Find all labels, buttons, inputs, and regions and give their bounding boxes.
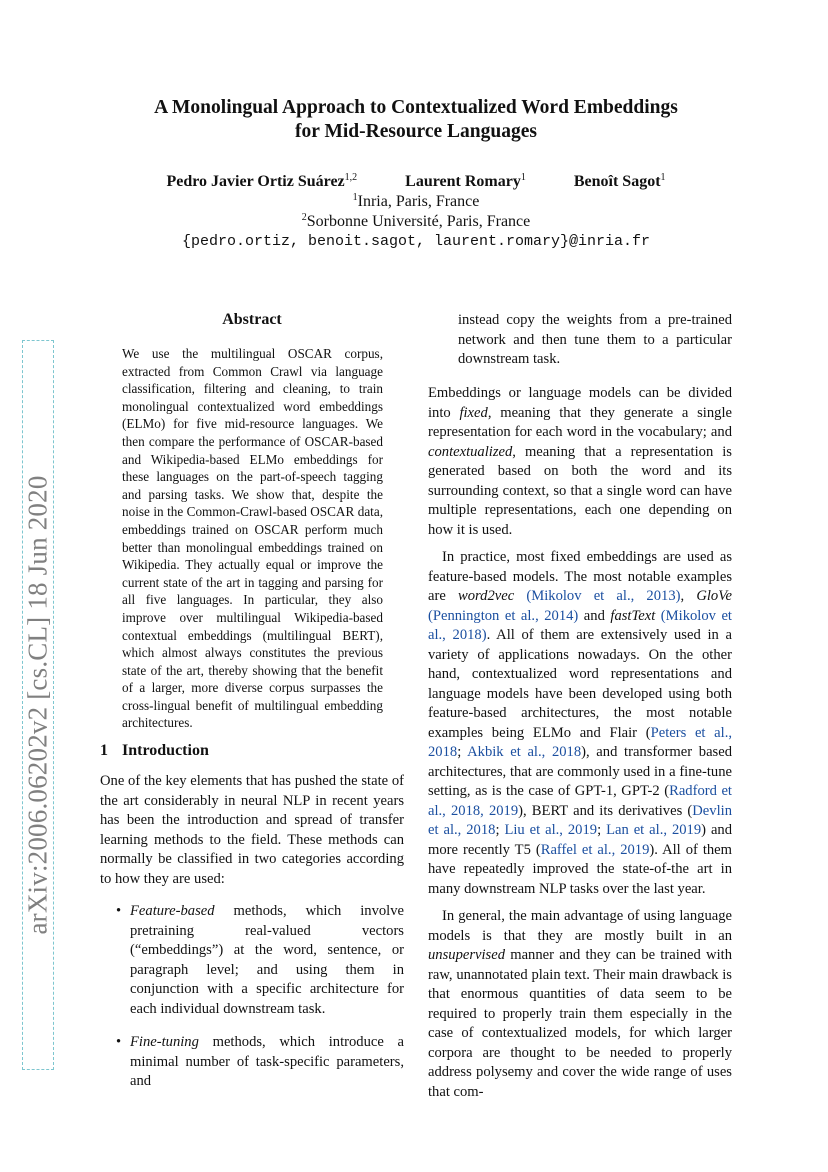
paragraph-advantage: In general, the main advantage of using language models is that they are mostly built in an unsupervised manner and they can be trained with raw, unannotated plain text. Their main drawback is that enormous quantities of data seem to be required to properly train them especially in the case of contextualized models, for which larger corpora are thought to be needed to properly address polysemy and cover the wide range of uses that com-	[428, 908, 732, 1100]
citation-link[interactable]: Liu et al., 2019	[504, 822, 598, 838]
arxiv-id: arXiv:2006.06202v2 [cs.CL] 18 Jun 2020	[22, 475, 53, 935]
author-list	[100, 172, 732, 191]
paper-title	[100, 96, 732, 144]
right-column	[428, 384, 732, 1110]
section-heading-introduction	[100, 742, 209, 760]
section-number: 1	[100, 742, 108, 759]
arxiv-stamp	[22, 340, 54, 1070]
title-line-2: for Mid-Resource Languages	[295, 121, 537, 142]
bullet-icon: •	[116, 903, 122, 919]
author-1: Pedro Javier Ortiz Suárez$^{1,2}$	[166, 172, 358, 190]
citation-link[interactable]: Peters et al., 2018	[428, 724, 733, 760]
abstract-heading: Abstract	[222, 311, 282, 328]
paragraph-practice: In practice, most fixed embeddings are used as feature-based models. The most notable examples are word2vec (Mikolov et al., 2013), GloVe (Pennington et al., 2014) and fastText (Mikolov et al., 2018). All of them are extensively used in a variety of applications nowadays. On the other hand, contextualized word representations and language models have been developed using both feature-based architectures, the most notable examples being ELMo and Flair (Peters et al., 2018; Akbik et al., 2018), and transformer based architectures, that are commonly used in a fine-tune setting, as is the case of GPT-1, GPT-2 (Radford et al., 2018, 2019), BERT and its derivatives (Devlin et al., 2018; Liu et al., 2019; Lan et al., 2019) and more recently T5 (Raffel et al., 2019). All of them have repeatedly improved the state-of-the art in many downstream NLP tasks over the last year.	[428, 549, 733, 897]
affiliation-1: $^1$Inria, Paris, France	[352, 192, 480, 210]
abstract-text: We use the multilingual OSCAR corpus, extracted from Common Crawl via language classification, filtering and cleaning, to train monolingual contextualized word embeddings (ELMo) for five mid-resource languages. We then compare the performance of OSCAR-based and Wikipedia-based ELMo embeddings for these languages on the part-of-speech tagging and parsing tasks. We show that, despite the noise in the Common-Crawl-based OSCAR data, embeddings trained on OSCAR perform much better than monolingual embeddings trained on Wikipedia. They actually equal or improve the current state of the art in tagging and parsing for all five languages. In particular, they also improve over multilingual Wikipedia-based contextual embeddings (multilingual BERT), which almost always constitutes the previous state of the art, thereby showing that the benefit of a larger, more diverse corpus surpasses the cross-lingual benefit of multilingual embedding architectures.	[122, 346, 383, 731]
author-2: Laurent Romary$^1$	[405, 172, 526, 190]
citation-link[interactable]: (Pennington et al., 2014)	[428, 607, 579, 624]
method-list	[114, 902, 404, 1106]
citation-link[interactable]: Akbik et al., 2018	[467, 744, 582, 760]
citation-link[interactable]: Devlin et al., 2018	[428, 802, 732, 838]
citation-link[interactable]: Raffel et al., 2019	[540, 841, 650, 858]
list-item: • Feature-based methods, which involve pretraining real-valued vectors (“embeddings”) at the word, sentence, or paragraph level; and using them in conjunction with a specific architecture for each individual downstream task.	[116, 903, 404, 1017]
paragraph-embeddings: Embeddings or language models can be divided into fixed, meaning that they generate a single representation for each word in the vocabulary; and contextualized, meaning that a representation is generated based on both the word and its surrounding context, so that a single word can have multiple representations, each one depending on how it is used.	[428, 385, 732, 538]
list-item: • Fine-tuning methods, which introduce a minimal number of task-specific parameters, and	[116, 1034, 404, 1089]
section-title: Introduction	[122, 742, 209, 759]
intro-paragraph: One of the key elements that has pushed the state of the art considerably in neural NLP in recent years has been the introduction and spread of transfer learning methods to the field. These methods can normally be classified in two categories according to how they are used:	[100, 773, 404, 887]
citation-link[interactable]: Lan et al., 2019	[606, 822, 702, 838]
citation-link[interactable]: (Mikolov et al., 2013)	[526, 588, 681, 604]
author-3: Benoît Sagot$^1$	[573, 172, 666, 190]
affiliation-2: $^2$Sorbonne Université, Paris, France	[301, 212, 531, 230]
citation-link[interactable]: (Mikolov et al., 2018)	[428, 607, 732, 643]
bullet-icon: •	[116, 1034, 122, 1050]
author-emails: {pedro.ortiz, benoit.sagot, laurent.romary}@inria.fr	[181, 233, 651, 250]
bullet-continuation: instead copy the weights from a pre-trained network and then tune them to a particular downstream task.	[458, 312, 732, 367]
title-line-1: A Monolingual Approach to Contextualized Word Embeddings	[154, 97, 678, 118]
citation-link[interactable]: Radford et al., 2018, 2019	[428, 783, 732, 819]
